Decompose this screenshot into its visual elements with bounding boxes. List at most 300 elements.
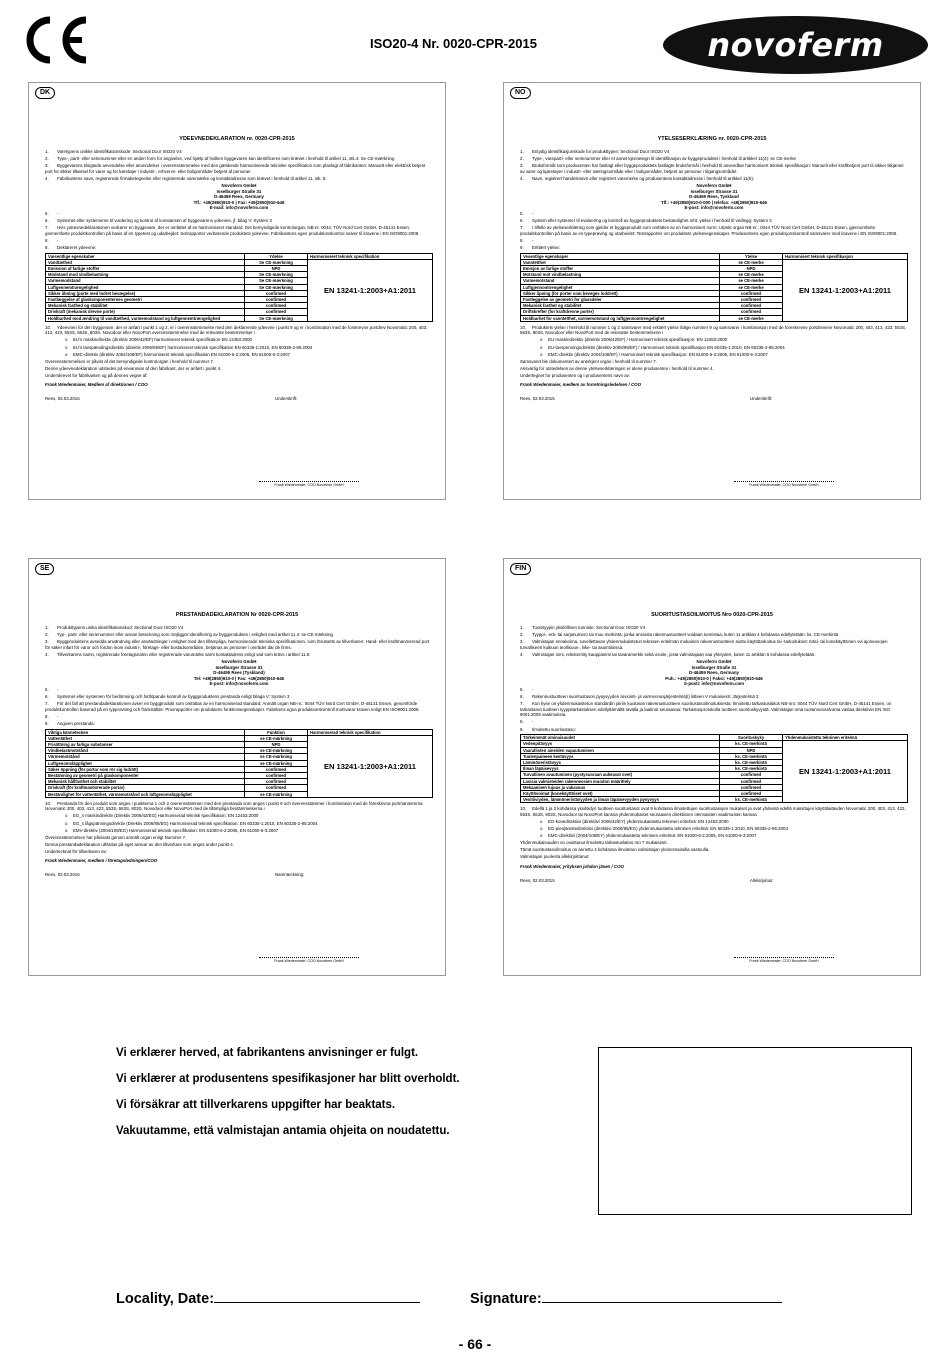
characteristic-cell: Ilman läpäisevyys bbox=[521, 766, 720, 772]
declaration-item bbox=[520, 652, 908, 658]
item-text: - bbox=[532, 210, 534, 216]
declaration-item bbox=[520, 701, 908, 718]
characteristic-cell: Mekaaninen lujuus ja vakavuus bbox=[521, 784, 720, 790]
declaration-body bbox=[520, 625, 908, 886]
declaration-item bbox=[520, 325, 908, 336]
item-number: 4. bbox=[520, 651, 524, 657]
bullet-mark-icon: o bbox=[540, 351, 543, 357]
item-number: 1. bbox=[45, 149, 49, 154]
closing-line: Samsvaret ble dokumentert av anerkjent organ i henhold til nummer 7. bbox=[520, 358, 657, 364]
characteristic-cell: Värmemotstånd bbox=[46, 754, 245, 760]
item-text: Ilmoitettu suoritustaso: bbox=[532, 726, 576, 732]
declaration-item bbox=[520, 727, 908, 733]
address-line: D-46459 Rees, Germany bbox=[688, 670, 740, 676]
signer-name: Frank Wiedenmaier, Medlem af direktionen / COO bbox=[45, 382, 148, 388]
performance-cell: confirmed bbox=[720, 784, 783, 790]
item-number: 7. bbox=[520, 225, 524, 231]
declaration-body bbox=[520, 149, 908, 404]
performance-cell: NPD bbox=[245, 741, 308, 747]
characteristic-cell: Drivkraft (för kraftmanövrerade portar) bbox=[46, 785, 245, 791]
standard-cell: EN 13241-1:2003+A1:2011 bbox=[783, 259, 908, 321]
address-line: Novoferm GmbH bbox=[696, 182, 732, 188]
declaration-item bbox=[520, 176, 908, 182]
stamp-box bbox=[598, 1047, 912, 1215]
performance-cell: confirmed bbox=[245, 290, 308, 296]
performance-cell: se CE-merke bbox=[720, 259, 783, 265]
closing-line: Överensstämmelsen har påvisats genom anmält organ enligt Nummer 7. bbox=[45, 834, 187, 840]
declaration-item bbox=[45, 639, 433, 650]
characteristic-cell: Driftskrefter (for kraftdrevne porter) bbox=[521, 309, 720, 315]
characteristic-cell: Holdbarhet for vanntetthet, varmemotstand og luftgjennomtrengelighet bbox=[521, 315, 720, 321]
declaration-item bbox=[45, 701, 433, 712]
performance-cell: confirmed bbox=[245, 779, 308, 785]
table-header-cell: Viktiga kännetecken bbox=[46, 729, 245, 735]
table-header-cell: Suorituskyky bbox=[720, 735, 783, 741]
item-number: 2. bbox=[520, 632, 524, 638]
closing-line: Denna prestandadeklaration utfärdas på eget ansvar av den tillverkare som anges under punkt 4. bbox=[45, 841, 234, 847]
declaration-panel-dk bbox=[28, 82, 446, 500]
place-date: Rees, 02.03.2015 bbox=[520, 877, 555, 883]
directive-bullet bbox=[45, 821, 433, 827]
performance-cell: Se CE-mærkning bbox=[245, 272, 308, 278]
item-number: 8. bbox=[520, 719, 524, 725]
characteristic-cell: Vindbelastmotstånd bbox=[46, 748, 245, 754]
item-text: - bbox=[57, 713, 59, 719]
directive-bullet bbox=[45, 345, 433, 351]
bullet-mark-icon: o bbox=[65, 820, 68, 826]
closing-line: Tämä suoritustasoilmoitus on annettu 4 kohdassa ilmoitetun valmistajan yksinomaisella vastuulla. bbox=[520, 847, 710, 853]
language-badge: NO bbox=[510, 87, 531, 99]
declaration-item bbox=[520, 238, 908, 244]
table-header-cell: Funktion bbox=[245, 729, 308, 735]
table-header-cell: Ydelse bbox=[245, 253, 308, 259]
characteristic-cell: Mekanisk hållfasthet och stabilitet bbox=[46, 779, 245, 785]
ce-mark-icon bbox=[20, 14, 94, 66]
closing-line: Denne ydeevnedeklaration udstedes på eneansvar af den fabrikant, der er anført i punkt 4. bbox=[45, 365, 222, 371]
bullet-mark-icon: o bbox=[540, 819, 543, 825]
bullet-mark-icon: o bbox=[540, 826, 543, 832]
characteristic-cell: Emission af farlige stoffer bbox=[46, 265, 245, 271]
item-number: 5. bbox=[45, 210, 49, 216]
characteristic-cell: Vaarallisten aineiden vapautuminen bbox=[521, 747, 720, 753]
performance-table bbox=[520, 734, 908, 803]
characteristic-cell: Modstand mod vindbelastning bbox=[46, 272, 245, 278]
declaration-item bbox=[45, 238, 433, 244]
place-date-row bbox=[45, 396, 433, 404]
item-number: 10. bbox=[45, 324, 52, 330]
characteristic-cell: Drivkraft (mekanisk drevne porte) bbox=[46, 309, 245, 315]
bullet-mark-icon: o bbox=[65, 351, 68, 357]
item-number: 6. bbox=[520, 694, 524, 700]
declaration-item bbox=[520, 211, 908, 217]
performance-cell: confirmed bbox=[720, 296, 783, 302]
declaration-item bbox=[45, 325, 433, 336]
directive-bullet bbox=[45, 813, 433, 819]
item-number: 5. bbox=[520, 686, 524, 692]
characteristic-cell: Bestämning av geometri på glaskomponenter bbox=[46, 772, 245, 778]
item-number: 10. bbox=[520, 806, 527, 812]
bullet-text: EG_s lågspänningsdirektiv (Direktiv 2006/95/EG) Harmoniserad teknisk specifikation: EN 60335-1:2010, EN 60335-2-95:2004 bbox=[73, 820, 318, 826]
address-line: E-post: info@novoferm.com bbox=[684, 205, 744, 211]
standard-cell: EN 13241-1:2003+A1:2011 bbox=[308, 259, 433, 321]
directive-bullet bbox=[45, 352, 433, 358]
characteristic-cell: Varmemotstand bbox=[521, 278, 720, 284]
item-text: Hvis ydeevnedeklarationen vedrører en byggevare, der er omfattet af en harmoniseret standard: Det bemyndigede kontrolorgan, NB-nr. 0044, TÜV Nord Cert GmbH, D-45141 Essen, gennemførte produktkontrollen på basis af en typetest og udarbejdet: testrapporter vedrørende produktets ydeevne. Fabrikantens egen produktionskontrol svarer til kravene i EN ISO9001:2008. bbox=[45, 225, 420, 236]
characteristic-cell: Mekanisk fasthed og stabilitet bbox=[46, 303, 245, 309]
item-text: Systemet eller systemerne til vurdering og kontrol af konstansen af byggevarens ydeevne, jf. bilag V: System 3 bbox=[57, 218, 272, 224]
address-line: Isselburger Straße 31 bbox=[216, 188, 262, 194]
bullet-text: EU's lavspændingsdirektiv (direktiv 2006/95/EF) harmoniseret teknisk specifikation EN 60335-1:2010, EN 60335-2-95:2004 bbox=[73, 344, 313, 350]
item-number: 2. bbox=[45, 632, 49, 638]
statement-fin: Vakuutamme, että valmistajan antamia ohjeita on noudatettu. bbox=[116, 1125, 450, 1137]
item-text: Type-, varepartí- eller serienummer eller et annet kjennetegn til identifikasjon av byggeproduktet i henhold til artikkel 11(4): se CE-merke bbox=[532, 156, 796, 162]
item-number: 9. bbox=[520, 726, 524, 732]
item-text: Deklareret ydeevne: bbox=[57, 244, 97, 250]
item-text: Erklært ytelse: bbox=[532, 244, 561, 250]
item-number: 9. bbox=[45, 720, 49, 726]
item-text: Tillverkarens namn, registrerade företagsnamn eller registrerade varumärke samt kontaktadress enligt vad som krävs i artikel 11.5: bbox=[57, 651, 311, 657]
table-header-cell: Tärkeimmät ominaisuudet bbox=[521, 735, 720, 741]
item-number: 1. bbox=[520, 625, 524, 630]
item-number: 8. bbox=[520, 237, 524, 243]
item-number: 10. bbox=[45, 800, 52, 806]
characteristic-cell: Luftgennemtrængelighed bbox=[46, 284, 245, 290]
address-line: Isselburger Strasse 31 bbox=[215, 664, 263, 670]
directive-bullet bbox=[520, 826, 908, 832]
item-text: För det fall att prestandadeklarationen avser en byggprodukt som omfattas av en harmoniserad standard: Anmält organ NB-nr.: 0044 TÜV Nord Cert GmbH, D-45141 Essen, genomförde produktkontrollen baserad på en typprovning och framställde: Provrapporter om produktens funktionsegenskaper. Fabrikens egna produktionskontroll motsvarar kraven enligt EN ISO9001:2008. bbox=[45, 701, 420, 712]
characteristic-cell: Lämmöneristävyys bbox=[521, 759, 720, 765]
performance-cell: confirmed bbox=[720, 772, 783, 778]
bullet-text: EG-pienjännitedirektiivi (direktiivi 2006/95/EG) yhdenmukaistettu tekninen eritelmä: EN 60335-1:2010, EN 60335-2-95:2004 bbox=[548, 826, 788, 832]
address-line: D-46459 Rees (Tyskland) bbox=[213, 670, 265, 676]
signature-label: Allekirjoitus: bbox=[750, 877, 774, 883]
closing-line: Ansvarlig for utstedelsen av denne ytelseserklæringen er alene produsenten i henhold til nummer 4. bbox=[520, 365, 714, 371]
declaration-item bbox=[45, 245, 433, 251]
performance-cell: ks. CE-merkintä bbox=[720, 797, 783, 803]
bullet-mark-icon: o bbox=[540, 833, 543, 839]
characteristic-cell: Motstand mot vindbelastning bbox=[521, 272, 720, 278]
place-date-row bbox=[45, 872, 433, 880]
declaration-item bbox=[45, 156, 433, 162]
language-badge: SE bbox=[35, 563, 54, 575]
performance-cell: ks. CE-merkintä bbox=[720, 759, 783, 765]
declaration-item bbox=[520, 225, 908, 236]
place-date-row bbox=[520, 396, 908, 404]
item-text: Valmistajan nimi, rekisteröity kauppanimi tai tavaramerkki sekä osoite, josta valmistajaan saa yhteyden, kuten 11 artiklan 5 kohdassa edellytetään: bbox=[532, 651, 816, 657]
address-line: Tlf.: +49(2850)910-0 | Fax: +49(2850)910-646 bbox=[193, 199, 285, 205]
performance-cell: se CE-märkning bbox=[245, 748, 308, 754]
characteristic-cell: Frisättning av farliga substanser bbox=[46, 741, 245, 747]
standard-cell: EN 13241-1:2003+A1:2011 bbox=[783, 741, 908, 803]
signature-name: Frank Wiedenmaier, COO Novoferm GmbH bbox=[734, 957, 834, 965]
bullet-text: EU-lavspenningsdirektiv (direktiv 2006/95/EF) / Harmonisert teknisk spesifikasjon EN 60335-1:2010, EN 60335-2-95:2004 bbox=[548, 344, 785, 350]
declaration-item bbox=[45, 714, 433, 720]
performance-cell: confirmed bbox=[720, 778, 783, 784]
performance-cell: NPD bbox=[245, 265, 308, 271]
declaration-item bbox=[45, 652, 433, 658]
item-text: - bbox=[532, 686, 534, 692]
ce-mark bbox=[20, 14, 94, 66]
signature-field bbox=[470, 1288, 782, 1307]
declaration-title: PRESTANDADEKLARATION Nr 0020-CPR-2015 bbox=[175, 612, 299, 618]
table-header-cell: Harmoniserad teknisk specifikation bbox=[308, 729, 433, 735]
signature-line bbox=[542, 1288, 782, 1303]
performance-cell: ks. CE-merkintä bbox=[720, 753, 783, 759]
characteristic-cell: Luftgenomsläpplighet bbox=[46, 760, 245, 766]
characteristic-cell: Säker öppning (för portar som rör sig lodrätt) bbox=[46, 766, 245, 772]
characteristic-cell: Sikker åpning (for porter som beveges loddrett) bbox=[521, 290, 720, 296]
address-line: S-posti: info@novoferm.com bbox=[683, 681, 745, 687]
item-text: I tilfelle av ytelseserklæring som gjelder et byggeprodukt som omfattes av en harmonisert norm: Utpekt organ NB-nr.: 0044 TÜV Nord Cert GmbH, D-45141 Essen, gjennomførte produktkontrollen på basis av en typeprøving og utarbeidet: Testrapporter om produktets ytelsesegenskaper. Produsentens egen produksjonskontroll samsvarer med kravene i EN ISO9001:2008. bbox=[520, 225, 898, 236]
declaration-item bbox=[45, 632, 433, 638]
directive-bullet bbox=[520, 337, 908, 343]
performance-cell: se CE-merke bbox=[720, 278, 783, 284]
item-number: 9. bbox=[520, 244, 524, 250]
declaration-panel-fin bbox=[503, 558, 921, 976]
item-text: Bruksformål som produsenten har fastlagt eller byggeproduktets fastlagte bruksformål i henhold til anvendbar harmonisert teknisk spesifikasjon: Manuelt eller kraftbetjent port til sikker tilkjørsel av varer og kjøretøyer i industri- eller næringsområde eller i boligområder, betjent av personer i tilgangsområdet bbox=[520, 163, 904, 174]
signature-label: Underskrift: bbox=[750, 396, 773, 402]
performance-cell: confirmed bbox=[720, 290, 783, 296]
address-line: Tel: +49(2850)910-0 | Fax: +49(2850)910-646 bbox=[193, 675, 285, 681]
declaration-title: YTELSESERKLÆRING nr. 0020-CPR-2015 bbox=[657, 136, 767, 142]
performance-table bbox=[520, 253, 908, 322]
signature-name: Frank Wiedenmaier, COO Novoferm GmbH bbox=[259, 957, 359, 965]
item-number: 5. bbox=[45, 686, 49, 692]
bullet-text: EMC-direktiv (direktiv 2004/108/EF) harmoniseret teknisk specifikation EN 61000-6-2:2005, EN 61000-6-3:2007 bbox=[73, 351, 290, 357]
performance-cell: ks. CE-merkintä bbox=[720, 766, 783, 772]
characteristic-cell: Luftgjennomtrengelighet bbox=[521, 284, 720, 290]
item-text: Byggevarens tilsigtede anvendelse eller anvendelser i overensstemmelse med den gældende harmoniserede tekniske specifikation som planlagt af fabrikanten: Manuelt eller elektrisk betjent port for sikker tilkørsel for varer og for køretøjer i industri-, erhvervs- eller boligområder betjent af personer. bbox=[45, 163, 426, 174]
novoferm-logo bbox=[663, 16, 928, 74]
item-number: 1. bbox=[520, 149, 524, 154]
table-header-cell: Vesentlige egenskaper bbox=[521, 253, 720, 259]
address-line: Novoferm GmbH bbox=[221, 182, 257, 188]
item-text: - bbox=[57, 686, 59, 692]
performance-cell: confirmed bbox=[245, 772, 308, 778]
characteristic-cell: Fastleggelse av geometri for glassdeler bbox=[521, 296, 720, 302]
declaration-item bbox=[45, 225, 433, 236]
item-text: Tyyppi-, erä- tai sarjanumero tai muu merkintä, jonka ansiosta rakennustuotteet voidaan tunnistaa, kuten 11 artiklan 4 kohdassa edellytetään: ks. CE-merkintä bbox=[532, 632, 839, 638]
item-text: Fabrikantens navn, registrerede firmabetegnelse eller registrerede varemærke og kontaktadresse som krævet i henhold til artikel 11, stk. 5: bbox=[57, 175, 327, 181]
item-number: 2. bbox=[520, 156, 524, 162]
document-title: ISO20-4 Nr. 0020-CPR-2015 bbox=[370, 36, 537, 51]
declaration-item bbox=[45, 218, 433, 224]
bullet-mark-icon: o bbox=[65, 827, 68, 833]
item-text: Type-, parti- eller serienummer eller en anden form for angivelse, ved hjælp af hvilken byggevaren kan identificeres som krævet i henhold til artikel 11, stk.4: Se CE-mærkning bbox=[57, 156, 395, 162]
table-header-cell: Harmonisert teknisk spesifikasjon bbox=[783, 253, 908, 259]
place-date: Rees, 02.03.2015 bbox=[45, 396, 80, 402]
standard-cell: EN 13241-1:2003+A1:2011 bbox=[308, 735, 433, 797]
item-text: Prestanda för den produkt som anges i punkterna 1 och 2 överensstämmer med den prestanda som anges i punkt 9 och överensstämmer i kombination med de föreskrivna portmanövrerna Novomatic 200, 403, 413, 423, 553S, 563S, 803S, Novodoor eller NovoPort med de tillämpliga bestämmelserna i bbox=[45, 800, 423, 812]
address-line: E-mail: info@novoferm.com bbox=[209, 205, 269, 211]
closing-line: Valmistajan puolesta allekirjoittanut: bbox=[520, 854, 590, 860]
item-text: - bbox=[57, 237, 59, 243]
item-text: Systemet eller systemen för bedömning och fortlöpande kontroll av byggproduktens prestanda enligt bilaga V: System 3 bbox=[57, 694, 290, 700]
performance-cell: confirmed bbox=[245, 309, 308, 315]
bullet-text: EU's maskindirektiv (direktiv 2006/42/EF) harmoniseret teknisk specifikation EN 12453:2000 bbox=[73, 337, 252, 343]
closing-line: Undertegnet for produsenten og i produsentens navn av: bbox=[520, 372, 631, 378]
item-number: 3. bbox=[520, 639, 524, 645]
characteristic-cell: Sikker åbning (porte med lodret bevægelse) bbox=[46, 290, 245, 296]
declaration-panel-no bbox=[503, 82, 921, 500]
signature-name: Frank Wiedenmaier, COO Novoferm GmbH bbox=[734, 481, 834, 489]
directive-bullet bbox=[45, 828, 433, 834]
characteristic-cell: Käyttövoimat (konekäyttöiset ovet) bbox=[521, 790, 720, 796]
performance-cell: confirmed bbox=[720, 303, 783, 309]
bullet-text: EMC-direktiivi (2004/108/EY) yhdenmukaistettu tekninen eritelmä: EN 61000-6-2:2005, EN 61000-6-3:2007 bbox=[548, 833, 757, 839]
performance-cell: Se CE-mærkning bbox=[245, 278, 308, 284]
bullet-mark-icon: o bbox=[65, 337, 68, 343]
performance-cell: confirmed bbox=[245, 303, 308, 309]
performance-cell: se CE-merke bbox=[720, 284, 783, 290]
declaration-body bbox=[45, 149, 433, 404]
statement-se: Vi försäkrar att tillverkarens uppgifter har beaktats. bbox=[116, 1099, 396, 1111]
performance-table bbox=[45, 729, 433, 798]
bullet-text: EMC-direktiv (direktiv 2004/108/EF) / Harmonisert teknisk spesifikasjon: EN 61000-6-2:2005, EN 61000-6-3:2007 bbox=[548, 351, 768, 357]
signer-name: Frank Wiedenmaier, medlem i företagsledningen/COO bbox=[45, 858, 158, 864]
address-line: Novoferm GmbH bbox=[696, 658, 732, 664]
item-text: - bbox=[57, 210, 59, 216]
declaration-item bbox=[45, 694, 433, 700]
characteristic-cell: Fastlæggelse af glaskomponenternes geometri bbox=[46, 296, 245, 302]
directive-bullet bbox=[520, 345, 908, 351]
item-number: 4. bbox=[45, 651, 49, 657]
item-number: 4. bbox=[520, 175, 524, 181]
declaration-item bbox=[520, 245, 908, 251]
declaration-item bbox=[45, 211, 433, 217]
address-line: Isselburger Straße 31 bbox=[691, 664, 737, 670]
statement-dk: Vi erklærer herved, at fabrikantens anvisninger er fulgt. bbox=[116, 1047, 419, 1059]
locality-date-label: Locality, Date: bbox=[116, 1291, 215, 1307]
page-number: - 66 - bbox=[458, 1336, 492, 1352]
characteristic-cell: Tuulenpaineen kestävyys bbox=[521, 753, 720, 759]
place-date-row bbox=[520, 878, 908, 886]
directive-bullet bbox=[520, 833, 908, 839]
signature-label: Underskrift: bbox=[275, 396, 298, 402]
characteristic-cell: Vattentäthet bbox=[46, 735, 245, 741]
item-number: 4. bbox=[45, 175, 49, 181]
characteristic-cell: Beständighet för vattentäthet, värmemotstånd och luftgenomsläpplighet bbox=[46, 791, 245, 797]
table-header-cell: Yhdenmukaistettu tekninen eritelmä bbox=[783, 735, 908, 741]
item-text: - bbox=[532, 237, 534, 243]
bullet-mark-icon: o bbox=[540, 337, 543, 343]
item-number: 7. bbox=[45, 701, 49, 707]
characteristic-cell: Vanntetthet bbox=[521, 259, 720, 265]
item-text: Rakennustuotteen suoritustason pysyvyyden arviointi- ja varmennusjärjestelmä(t) liitteen V mukaisesti: Järjestelmä 3 bbox=[532, 694, 759, 700]
language-badge: DK bbox=[35, 87, 55, 99]
item-number: 5. bbox=[520, 210, 524, 216]
declaration-item bbox=[520, 625, 908, 631]
declaration-item bbox=[520, 218, 908, 224]
declaration-item bbox=[520, 687, 908, 693]
performance-cell: se CE-merke bbox=[720, 272, 783, 278]
characteristic-cell: Mekanisk fasthet og stabilitet bbox=[521, 303, 720, 309]
item-text: Kun kyse on yhdenmukaistetun standardin piiriin kuuluvan rakennustuotteen suoritustasoilmoituksesta: Ilmoitettu tarkastuslaitos NB-nro: 0044 TÜV Nord Cert GmbH, D-45141 Essen, on tarkastanut tuotteen tyyppitarkastuksen edellyttämällä tavalla ja laatinut seuraavaa: Tarkastusprotokolla tuotteen suorituskyvystä. Valmistajan oma tuotannonvalvonta vastaa direktiivin EN ISO 9001:2008 vaatimuksia. bbox=[520, 701, 892, 718]
performance-cell: confirmed bbox=[720, 790, 783, 796]
characteristic-cell: Turvallinen avautuminen (pystysuoraan aukeavat ovet) bbox=[521, 772, 720, 778]
signature-name: Frank Wiedenmaier, COO Novoferm GmbH bbox=[259, 481, 359, 489]
signature-label: Signature: bbox=[470, 1291, 542, 1307]
performance-cell: se CE-märkning bbox=[245, 735, 308, 741]
bullet-text: EMV-direktiv (2004/108/EG) Harmoniserad teknisk specifikation: EN 61000-6-2:2005, EN 61000-6-3:2007 bbox=[73, 827, 279, 833]
item-text: Ydeevnen for den byggevare, der er anført i punkt 1 og 2, er i overensstemmelse med den deklarerede ydeevne i punkt 9 og er i kombination med de forskrevne portdrev Novomatic 200, 403, 413, 423, 553S, 563S, 803S, Novodoor eller NovoPort overensstemmelse med de relevante bestemmelser i bbox=[45, 324, 428, 336]
declaration-item bbox=[45, 625, 433, 631]
address-line: Puh.: +49(2850)910-0 | Faksi: +49(2850)910-646 bbox=[665, 675, 763, 681]
performance-cell: se CE-märkning bbox=[245, 754, 308, 760]
characteristic-cell: Vandtæthed bbox=[46, 259, 245, 265]
item-number: 6. bbox=[45, 218, 49, 224]
item-text: Varetypens unikke identifikationskode: Sectional Door ISO20 V4 bbox=[57, 149, 182, 154]
signer-name: Frank Wiedenmaier, yrityksen johdon jäsen / COO bbox=[520, 864, 624, 870]
bullet-text: EG-konedirektiivi (direktiivi 2006/42/EY) yhdenmukaistettu tekninen eritelmä: EN 12453:2000 bbox=[548, 819, 729, 825]
declaration-item bbox=[520, 806, 908, 817]
table-header-cell: Harmoniseret teknisk specifikation bbox=[308, 253, 433, 259]
characteristic-cell: Vesitiiviyden, lämmöneristävyyden ja ilman läpäisevyyden pysyvyys bbox=[521, 797, 720, 803]
item-number: 7. bbox=[520, 701, 524, 707]
address-line: Novoferm GmbH bbox=[221, 658, 257, 664]
address-line: E-post: info@novoferm.com bbox=[209, 681, 269, 687]
performance-table bbox=[45, 253, 433, 322]
performance-cell: se CE-merke bbox=[720, 315, 783, 321]
characteristic-cell: Emisjon av farlige stoffer bbox=[521, 265, 720, 271]
logo-text: novoferm bbox=[707, 26, 884, 64]
declaration-item bbox=[520, 632, 908, 638]
bullet-mark-icon: o bbox=[65, 813, 68, 819]
declaration-title: SUORITUSTASOILMOITUS Nro 0020-CPR-2015 bbox=[651, 612, 773, 618]
item-text: Byggproduktens avsedda användning eller användningar i enlighet med den tillämpliga, harmoniserade tekniska specifikationen, som förutsetts av tillverkaren: Hand- eller kraftmanövrerad port för säker infart för varor och fordon inom industri-, företags- eller bostadsområden, betjänas av personer i området där de finns. bbox=[45, 639, 430, 650]
item-text: Tuotetyypin yksilöllinen tunniste: Sectional Door ISO20 V4 bbox=[532, 625, 646, 630]
declaration-item bbox=[45, 149, 433, 155]
declaration-item bbox=[45, 801, 433, 812]
directive-bullet bbox=[45, 337, 433, 343]
place-date: Rees, 02.03.2015 bbox=[45, 872, 80, 878]
item-number: 10. bbox=[520, 324, 527, 330]
declaration-item bbox=[520, 149, 908, 155]
declaration-item bbox=[520, 163, 908, 174]
characteristic-cell: Holdbarhed mod ændring til vandtæthed, varmemodstand og luftgennemtrængelighed bbox=[46, 315, 245, 321]
table-header-cell: Ytelse bbox=[720, 253, 783, 259]
declaration-item bbox=[520, 694, 908, 700]
declaration-body bbox=[45, 625, 433, 880]
characteristic-cell: Vedenpitävyys bbox=[521, 741, 720, 747]
item-text: Edellä 1 ja 2 kohdassa yksilöidyn tuotteen suoritustasot ovat 9 kohdassa ilmoitettujen suoritustasojen mukaiset ja ovat yhdessä edellä mainittujen käyttölaitteiden Novomatic 200, 403, 413, 423, 553S, 563S, 803S, Novodoor tai NovoPort kanssa yhdenmukaiset seuraavien direktiivien olennaisten vaatimusten kanssa bbox=[520, 806, 906, 817]
item-text: - bbox=[532, 719, 534, 725]
characteristic-cell: Varmemodstand bbox=[46, 278, 245, 284]
item-text: Produkttypens unika identifikationskod: Sectional Door ISO20 V4 bbox=[57, 625, 184, 630]
table-header-cell: Væsentlige egenskaber bbox=[46, 253, 245, 259]
performance-cell: Se CE-mærkning bbox=[245, 259, 308, 265]
item-number: 3. bbox=[520, 163, 524, 169]
performance-cell: se CE-märkning bbox=[245, 791, 308, 797]
closing-line: Yhdenmukaisuuden on osoittanut ilmoitettu tarkastuslaitos nro 7 mukaisesti. bbox=[520, 840, 668, 846]
item-text: Navn, registrert handelsnavn eller registrert varemerke og produsentens kontaktadresse i henhold til artikkel 11(5): bbox=[532, 175, 755, 181]
address-line: Isselburger Strasse 31 bbox=[690, 188, 738, 194]
language-badge: FIN bbox=[510, 563, 531, 575]
performance-cell: NPD bbox=[720, 747, 783, 753]
item-number: 9. bbox=[45, 244, 49, 250]
item-number: 2. bbox=[45, 156, 49, 162]
bullet-mark-icon: o bbox=[65, 344, 68, 350]
item-text: Entydig identifikasjonskode for produkttypen: Sectional Door ISO20 V4 bbox=[532, 149, 670, 154]
directive-bullet bbox=[520, 352, 908, 358]
item-text: System eller systemer til evaluering og kontroll av byggeproduktets bestandighet mht. ytelse i henhold til vedlegg: System 3 bbox=[532, 218, 772, 224]
closing-line: Undertecknat för tillverkaren av: bbox=[45, 848, 107, 854]
place-date: Rees, 02.03.2015 bbox=[520, 396, 555, 402]
locality-date-line bbox=[214, 1288, 420, 1303]
declaration-item bbox=[45, 721, 433, 727]
performance-cell: ks. CE-merkintä bbox=[720, 741, 783, 747]
declaration-item bbox=[45, 687, 433, 693]
